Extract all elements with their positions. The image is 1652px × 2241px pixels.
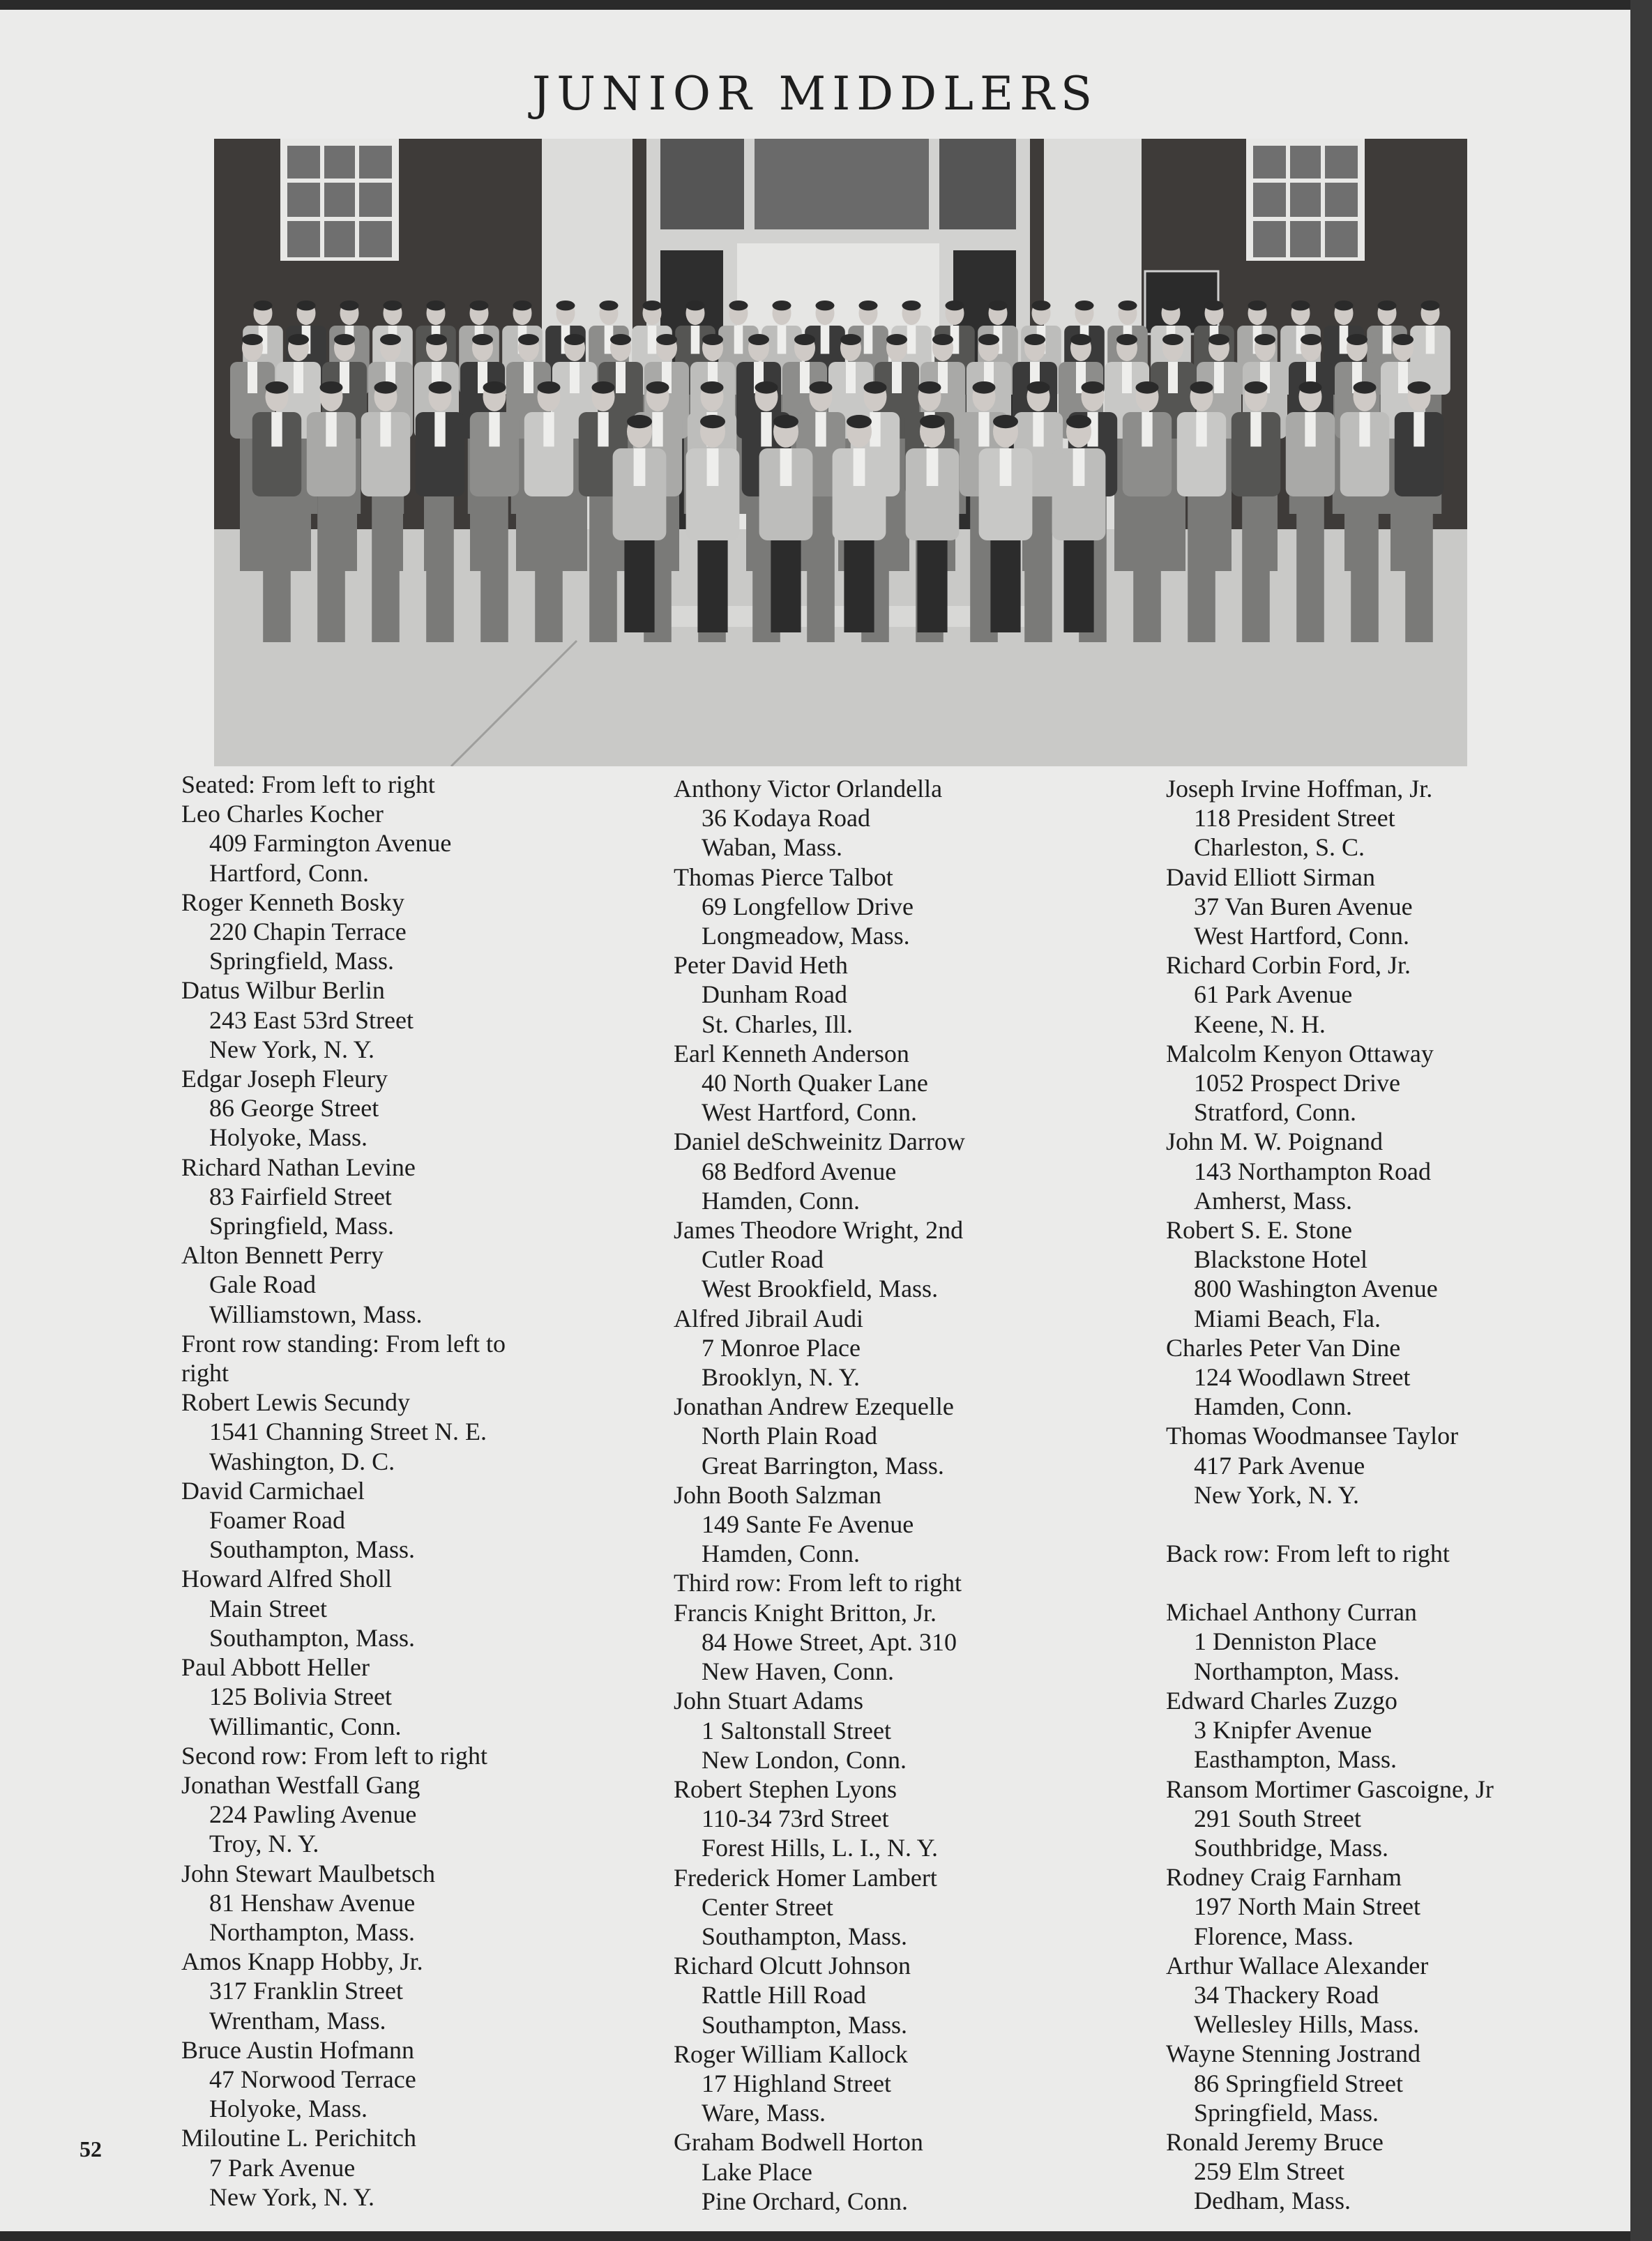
student-name: Peter David Heth [674, 951, 848, 980]
group-photo-image [214, 139, 1467, 766]
student-name: Frederick Homer Lambert [674, 1863, 937, 1892]
student-entry [181, 1153, 506, 1241]
address-line: Hartford, Conn. [209, 858, 369, 887]
student-entry [1166, 1127, 1494, 1215]
address-line: 1541 Channing Street N. E. [209, 1418, 487, 1446]
student-entry [1166, 1333, 1494, 1422]
address-line: West Hartford, Conn. [1194, 922, 1410, 950]
address-line: Troy, N. Y. [209, 1830, 319, 1858]
address-line: 17 Highland Street [702, 2069, 891, 2097]
address-line: Springfield, Mass. [1194, 2098, 1379, 2127]
address-line: 149 Sante Fe Avenue [702, 1510, 914, 1539]
student-entry [1166, 774, 1494, 863]
student-name: Edgar Joseph Fleury [181, 1065, 388, 1093]
student-name: Richard Corbin Ford, Jr. [1166, 951, 1411, 980]
student-entry [674, 863, 965, 951]
address-line: Gale Road [209, 1270, 316, 1299]
student-name: Anthony Victor Orlandella [674, 775, 943, 803]
row-heading: Front row standing: From left to [181, 1329, 506, 1358]
student-name: John Stuart Adams [674, 1687, 864, 1715]
student-name: Jonathan Andrew Ezequelle [674, 1392, 954, 1421]
address-line: 125 Bolivia Street [209, 1682, 392, 1711]
student-name: Daniel deSchweinitz Darrow [674, 1127, 965, 1156]
address-line: 317 Franklin Street [209, 1977, 403, 2005]
student-entry [674, 774, 965, 863]
address-line: Rattle Hill Road [702, 1981, 866, 2010]
student-name: Robert S. E. Stone [1166, 1216, 1352, 1245]
address-line: Main Street [209, 1594, 327, 1623]
address-line: Amherst, Mass. [1194, 1186, 1352, 1215]
student-entry [1166, 950, 1494, 1039]
student-entry [1166, 1039, 1494, 1127]
address-line: Northampton, Mass. [209, 1917, 415, 1946]
address-line: Springfield, Mass. [209, 1212, 394, 1240]
student-entry [1166, 1215, 1494, 1333]
address-line: 69 Longfellow Drive [702, 892, 914, 920]
student-entry [181, 975, 506, 1064]
address-line: Pine Orchard, Conn. [702, 2187, 908, 2215]
student-name: James Theodore Wright, 2nd [674, 1216, 964, 1245]
address-line: Southampton, Mass. [209, 1623, 416, 1652]
student-name: John Stewart Maulbetsch [181, 1859, 435, 1887]
student-entry [674, 1127, 965, 1215]
student-entry [181, 1564, 506, 1653]
book-spine-edge [1630, 0, 1652, 2241]
address-line: 110-34 73rd Street [702, 1805, 889, 1833]
page-title: JUNIOR MIDDLERS [531, 67, 1099, 121]
address-line: 243 East 53rd Street [209, 1005, 414, 1034]
roster-column-3 [1166, 774, 1494, 2216]
student-entry [674, 1951, 965, 2039]
student-entry [674, 1304, 965, 1392]
row-heading: Second row: From left to right [181, 1741, 487, 1770]
address-line: 197 North Main Street [1194, 1892, 1420, 1921]
student-name: Alton Bennett Perry [181, 1241, 384, 1270]
roster-column-1 [181, 770, 506, 2212]
address-line: 36 Kodaya Road [702, 804, 870, 833]
address-line: Great Barrington, Mass. [702, 1451, 944, 1480]
address-line: West Hartford, Conn. [702, 1098, 918, 1127]
spacer [1166, 1510, 1494, 1539]
student-name: Rodney Craig Farnham [1166, 1863, 1402, 1892]
address-line: 124 Woodlawn Street [1194, 1363, 1411, 1392]
student-entry [1166, 2039, 1494, 2127]
address-line: 409 Farmington Avenue [209, 829, 452, 858]
address-line: Lake Place [702, 2157, 812, 2186]
student-name: Paul Abbott Heller [181, 1653, 370, 1682]
address-line: New York, N. Y. [1194, 1480, 1360, 1509]
student-name: Roger William Kallock [674, 2039, 908, 2068]
left-window [280, 139, 399, 261]
page-number: 52 [79, 2136, 102, 2162]
student-entry [1166, 1951, 1494, 2039]
student-entry [181, 1476, 506, 1565]
address-line: Longmeadow, Mass. [702, 922, 910, 950]
address-line: Cutler Road [702, 1245, 824, 1274]
address-line: Stratford, Conn. [1194, 1098, 1356, 1127]
address-line: Hamden, Conn. [702, 1186, 860, 1215]
student-name: Miloutine L. Perichitch [181, 2124, 416, 2152]
student-name: Michael Anthony Curran [1166, 1598, 1417, 1627]
address-line: Dedham, Mass. [1194, 2187, 1351, 2215]
address-line: 7 Park Avenue [209, 2153, 356, 2182]
student-name: Roger Kenneth Bosky [181, 888, 404, 916]
student-entry [181, 1947, 506, 2035]
address-line: Southampton, Mass. [702, 1922, 908, 1950]
student-entry [674, 950, 965, 1039]
address-line: Williamstown, Mass. [209, 1300, 423, 1328]
address-line: New York, N. Y. [209, 1035, 375, 1063]
address-line: 86 Springfield Street [1194, 2069, 1403, 2097]
address-line: 83 Fairfield Street [209, 1182, 392, 1210]
student-name: Ronald Jeremy Bruce [1166, 2127, 1384, 2156]
student-entry [181, 1388, 506, 1476]
address-line: Hamden, Conn. [702, 1540, 860, 1568]
student-entry [1166, 1597, 1494, 1686]
address-line: 61 Park Avenue [1194, 980, 1353, 1009]
student-name: Robert Lewis Secundy [181, 1388, 410, 1417]
student-entry [674, 1775, 965, 1863]
student-name: Charles Peter Van Dine [1166, 1333, 1401, 1362]
student-name: Robert Stephen Lyons [674, 1775, 897, 1803]
address-line: Charleston, S. C. [1194, 833, 1365, 862]
student-entry [181, 2035, 506, 2124]
student-name: Arthur Wallace Alexander [1166, 1951, 1429, 1980]
student-name: Alfred Jibrail Audi [674, 1304, 863, 1332]
address-line: 37 Van Buren Avenue [1194, 892, 1413, 920]
address-line: Willimantic, Conn. [209, 1712, 402, 1740]
student-entry [1166, 1775, 1494, 1863]
student-name: Edward Charles Zuzgo [1166, 1686, 1397, 1715]
student-entry [181, 888, 506, 976]
student-name: Earl Kenneth Anderson [674, 1039, 909, 1068]
address-line: Center Street [702, 1892, 833, 1921]
address-line: Foamer Road [209, 1506, 345, 1535]
address-line: 224 Pawling Avenue [209, 1800, 417, 1829]
student-name: Ransom Mortimer Gascoigne, Jr [1166, 1775, 1494, 1803]
row-heading: Seated: From left to right [181, 770, 435, 798]
student-entry [674, 2039, 965, 2128]
student-entry [674, 1598, 965, 1687]
student-entry [674, 2127, 965, 2216]
student-entry [181, 1240, 506, 1329]
student-name: Howard Alfred Sholl [181, 1565, 392, 1593]
address-line: Forest Hills, L. I., N. Y. [702, 1834, 939, 1862]
address-line: St. Charles, Ill. [702, 1010, 853, 1038]
student-name: David Elliott Sirman [1166, 863, 1375, 891]
student-name: Thomas Pierce Talbot [674, 863, 893, 891]
student-entry [674, 1392, 965, 1480]
address-line: 417 Park Avenue [1194, 1451, 1365, 1480]
address-line: Waban, Mass. [702, 833, 843, 862]
address-line: 143 Northampton Road [1194, 1157, 1431, 1185]
student-name: Malcolm Kenyon Ottaway [1166, 1039, 1434, 1068]
student-name: Richard Nathan Levine [181, 1153, 416, 1181]
address-line: 259 Elm Street [1194, 2157, 1344, 2186]
student-entry [1166, 1862, 1494, 1951]
student-entry [181, 2123, 506, 2212]
address-line: 47 Norwood Terrace [209, 2065, 416, 2093]
address-line: 40 North Quaker Lane [702, 1069, 928, 1097]
student-entry [1166, 1686, 1494, 1775]
address-line: Springfield, Mass. [209, 947, 394, 975]
student-name: Leo Charles Kocher [181, 800, 384, 828]
address-line: Blackstone Hotel [1194, 1245, 1367, 1274]
right-window [1246, 139, 1365, 261]
address-line: 1 Denniston Place [1194, 1627, 1377, 1656]
address-line: Brooklyn, N. Y. [702, 1363, 861, 1392]
student-entry [1166, 2127, 1494, 2216]
address-line: Southbridge, Mass. [1194, 1833, 1388, 1862]
student-entry [181, 1770, 506, 1859]
address-line: 291 South Street [1194, 1804, 1361, 1832]
address-line: Miami Beach, Fla. [1194, 1304, 1381, 1332]
address-line: 81 Henshaw Avenue [209, 1888, 416, 1917]
student-entry [674, 1215, 965, 1304]
address-line: New London, Conn. [702, 1745, 907, 1774]
address-line: Holyoke, Mass. [209, 1123, 367, 1152]
address-line: Southampton, Mass. [209, 1535, 416, 1564]
row-heading: Back row: From left to right [1166, 1540, 1450, 1568]
student-name: David Carmichael [181, 1476, 365, 1505]
address-line: New Haven, Conn. [702, 1657, 894, 1686]
row-heading: right [181, 1359, 229, 1388]
address-line: Easthampton, Mass. [1194, 1745, 1397, 1774]
row-heading: Third row: From left to right [674, 1569, 962, 1597]
address-line: 1052 Prospect Drive [1194, 1069, 1400, 1097]
student-name: Richard Olcutt Johnson [674, 1952, 911, 1980]
student-name: Bruce Austin Hofmann [181, 2035, 414, 2064]
spacer [1166, 1568, 1494, 1597]
address-line: 84 Howe Street, Apt. 310 [702, 1627, 957, 1656]
student-name: Graham Bodwell Horton [674, 2128, 923, 2157]
class-group-photo [214, 139, 1467, 766]
address-line: Washington, D. C. [209, 1447, 395, 1475]
student-name: Amos Knapp Hobby, Jr. [181, 1947, 423, 1976]
address-line: Wrentham, Mass. [209, 2006, 386, 2035]
address-line: Northampton, Mass. [1194, 1657, 1400, 1685]
student-name: John Booth Salzman [674, 1480, 881, 1509]
address-line: West Brookfield, Mass. [702, 1275, 939, 1303]
yearbook-page [0, 10, 1630, 2231]
address-line: 7 Monroe Place [702, 1333, 861, 1362]
student-name: John M. W. Poignand [1166, 1127, 1384, 1156]
student-name: Jonathan Westfall Gang [181, 1770, 420, 1799]
address-line: 3 Knipfer Avenue [1194, 1716, 1372, 1745]
student-name: Thomas Woodmansee Taylor [1166, 1422, 1459, 1450]
address-line: 1 Saltonstall Street [702, 1716, 891, 1745]
address-line: Dunham Road [702, 980, 847, 1009]
student-name: Joseph Irvine Hoffman, Jr. [1166, 775, 1433, 803]
student-entry [181, 1653, 506, 1741]
address-line: Keene, N. H. [1194, 1010, 1326, 1038]
address-line: Southampton, Mass. [702, 2010, 908, 2039]
student-entry [674, 1039, 965, 1127]
address-line: Hamden, Conn. [1194, 1392, 1352, 1421]
roster-column-2 [674, 774, 965, 2216]
address-line: 118 President Street [1194, 804, 1395, 833]
address-line: North Plain Road [702, 1422, 877, 1450]
address-line: 220 Chapin Terrace [209, 918, 407, 946]
student-entry [674, 1480, 965, 1569]
address-line: Florence, Mass. [1194, 1922, 1354, 1950]
address-line: Wellesley Hills, Mass. [1194, 2010, 1420, 2039]
address-line: 68 Bedford Avenue [702, 1157, 897, 1185]
student-entry [181, 1064, 506, 1153]
student-entry [181, 799, 506, 888]
address-line: 86 George Street [209, 1094, 379, 1123]
address-line: 34 Thackery Road [1194, 1980, 1379, 2009]
student-entry [674, 1686, 965, 1775]
student-entry [1166, 1421, 1494, 1510]
student-name: Wayne Stenning Jostrand [1166, 2039, 1421, 2068]
address-line: New York, N. Y. [209, 2182, 375, 2211]
address-line: Ware, Mass. [702, 2099, 826, 2127]
address-line: 800 Washington Avenue [1194, 1275, 1438, 1303]
student-name: Francis Knight Britton, Jr. [674, 1598, 937, 1627]
student-entry [1166, 863, 1494, 951]
student-entry [181, 1859, 506, 1947]
student-name: Datus Wilbur Berlin [181, 976, 385, 1005]
student-entry [674, 1863, 965, 1952]
address-line: Holyoke, Mass. [209, 2095, 367, 2123]
